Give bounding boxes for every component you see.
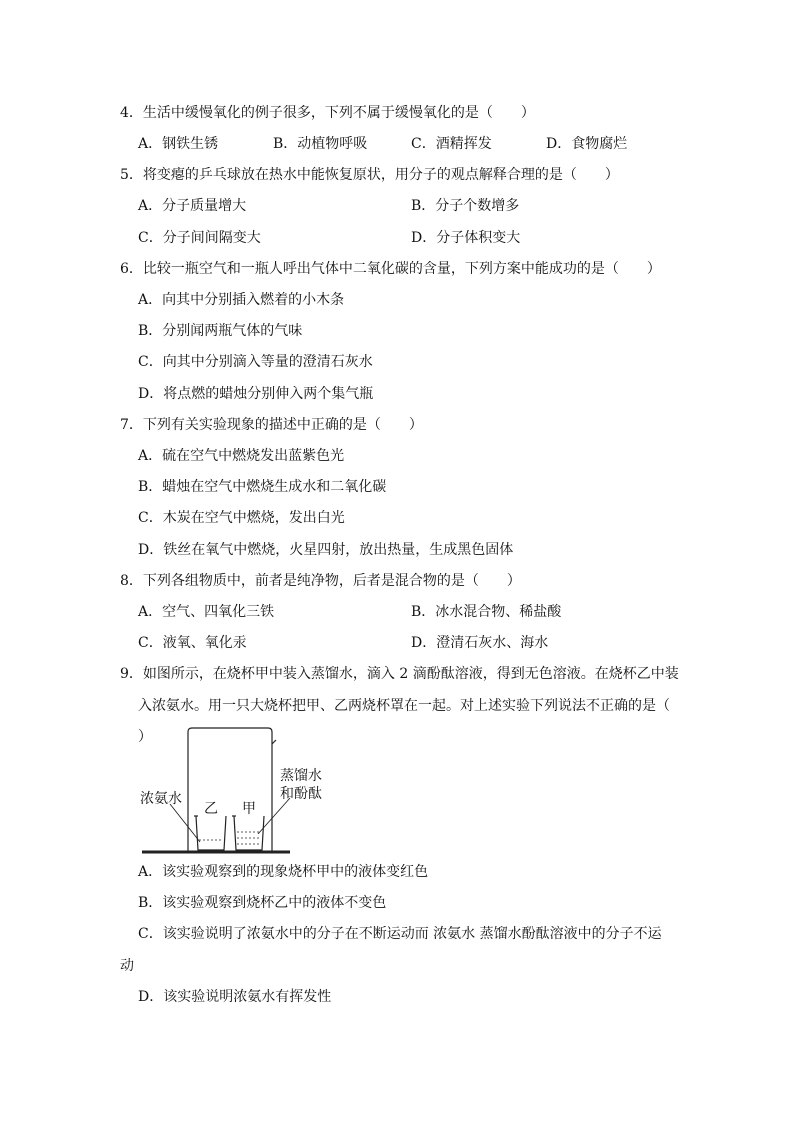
label-beaker-yi: 乙 — [204, 801, 218, 817]
q5-option-d: D．分子体积变大 — [411, 230, 521, 246]
q9-option-c-line1: C．该实验说明了浓氨水中的分子在不断运动而 浓氨水 蒸馏水酚酞溶液中的分子不运 — [138, 926, 662, 942]
q9-option-a: A．该实验观察到的现象烧杯甲中的液体变红色 — [138, 864, 429, 880]
q8-option-c: C．液氧、氧化汞 — [138, 635, 247, 651]
q4-stem: 4．生活中缓慢氧化的例子很多，下列不属于缓慢氧化的是（ ） — [120, 105, 535, 121]
label-ammonia: 浓氨水 — [140, 791, 182, 807]
q6-option-c: C．向其中分别滴入等量的澄清石灰水 — [138, 354, 373, 370]
leader-ammonia — [170, 804, 200, 842]
label-beaker-jia: 甲 — [242, 801, 256, 817]
q7-stem: 7．下列有关实验现象的描述中正确的是（ ） — [120, 417, 423, 433]
q9-option-d: D．该实验说明浓氨水有挥发性 — [138, 989, 332, 1005]
leader-water — [258, 798, 290, 834]
q4-option-a: A．钢铁生锈 — [138, 136, 219, 152]
q9-stem-line3: ） — [138, 729, 152, 745]
q9-option-b: B．该实验观察到烧杯乙中的液体不变色 — [138, 895, 387, 911]
q8-stem: 8．下列各组物质中，前者是纯净物，后者是混合物的是（ ） — [120, 573, 521, 589]
q5-option-c: C．分子间间隔变大 — [138, 230, 261, 246]
q9-stem-line2: 入浓氨水。用一只大烧杯把甲、乙两烧杯罩在一起。对上述实验下列说法不正确的是（ — [138, 698, 670, 714]
q9-stem-line1: 9．如图所示，在烧杯甲中装入蒸馏水，滴入 2 滴酚酞溶液，得到无色溶液。在烧杯乙中装 — [120, 666, 679, 682]
q7-option-d: D．铁丝在氧气中燃烧，火星四射，放出热量，生成黑色固体 — [138, 542, 514, 558]
q6-option-a: A．向其中分别插入燃着的小木条 — [138, 292, 345, 308]
q5-stem: 5．将变瘪的乒乓球放在热水中能恢复原状，用分子的观点解释合理的是（ ） — [120, 167, 619, 183]
q8-option-d: D．澄清石灰水、海水 — [411, 635, 549, 651]
q4-option-d: D．食物腐烂 — [546, 136, 628, 152]
q8-option-a: A．空气、四氧化三铁 — [138, 604, 275, 620]
q4-option-b: B．动植物呼吸 — [273, 136, 368, 152]
beaker-jia-outline — [234, 816, 264, 850]
large-beaker-outline — [188, 728, 272, 852]
label-water-line2: 和酚酞 — [280, 786, 322, 802]
q6-option-d: D．将点燃的蜡烛分别伸入两个集气瓶 — [138, 386, 374, 402]
q5-option-b: B．分子个数增多 — [411, 198, 520, 214]
q6-option-b: B．分别闻两瓶气体的气味 — [138, 323, 303, 339]
q7-option-c: C．木炭在空气中燃烧，发出白光 — [138, 510, 345, 526]
q9-option-c-line2: 动 — [120, 958, 134, 974]
q7-option-b: B．蜡烛在空气中燃烧生成水和二氧化碳 — [138, 479, 387, 495]
q6-stem: 6．比较一瓶空气和一瓶人呼出气体中二氧化碳的含量，下列方案中能成功的是（ ） — [120, 261, 661, 277]
beaker-yi-outline — [196, 816, 226, 850]
q4-option-c: C．酒精挥发 — [411, 136, 492, 152]
q7-option-a: A．硫在空气中燃烧发出蓝紫色光 — [138, 448, 345, 464]
experiment-figure — [140, 724, 340, 856]
q5-option-a: A．分子质量增大 — [138, 198, 247, 214]
q8-option-b: B．冰水混合物、稀盐酸 — [411, 604, 562, 620]
label-water-line1: 蒸馏水 — [280, 768, 322, 784]
